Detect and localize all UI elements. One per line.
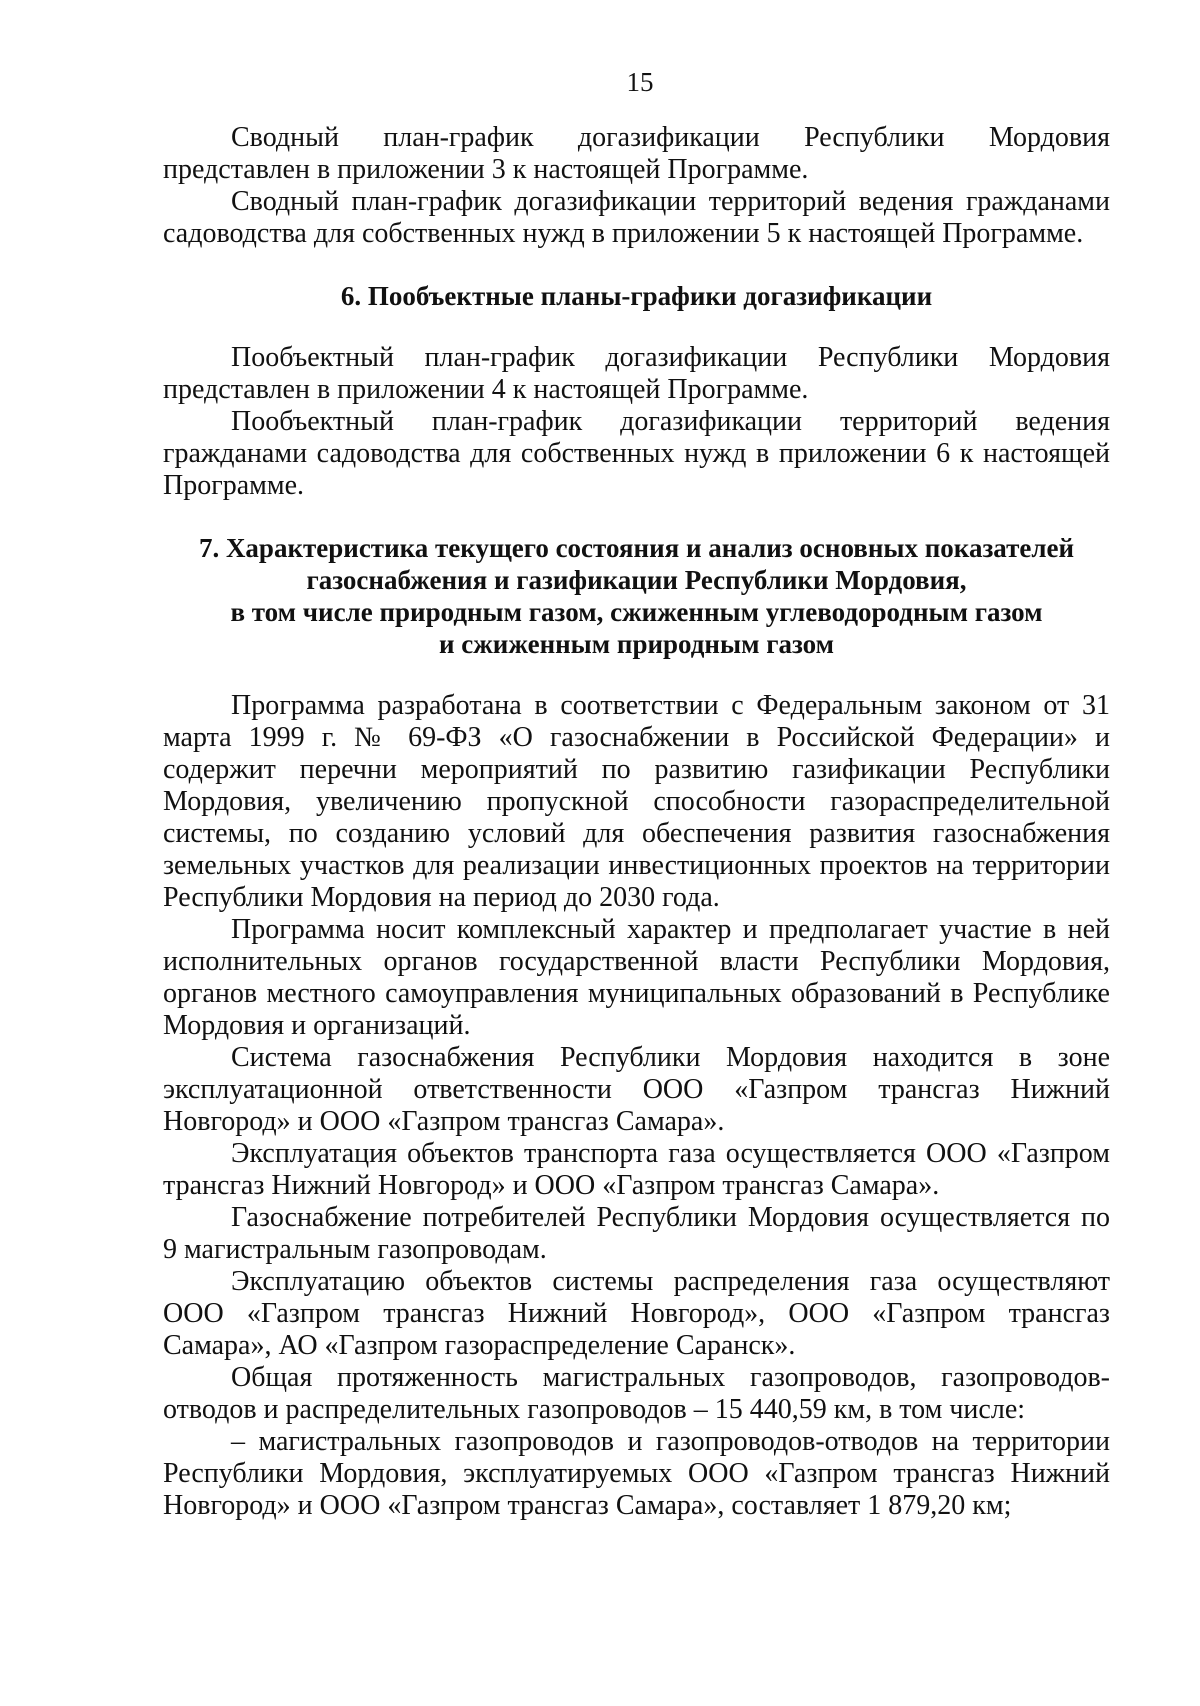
intro-paragraph: Сводный план-график догазификации территорий ведения гражданами садоводства для собственных нужд в приложении 5 к настоящей Программе. bbox=[163, 186, 1110, 249]
section-7-paragraph: Общая протяженность магистральных газопроводов, газопроводов-отводов и распределительных газопроводов – 15 440,59 км, в том числе: bbox=[163, 1362, 1110, 1425]
section-7-paragraph: Эксплуатацию объектов системы распределения газа осуществляют ООО «Газпром трансгаз Нижний Новгород», ООО «Газпром трансгаз Самара», АО «Газпром газораспределение Саранск». bbox=[163, 1266, 1110, 1361]
intro-paragraph: Сводный план-график догазификации Республики Мордовия представлен в приложении 3 к настоящей Программе. bbox=[163, 122, 1110, 185]
section-7-heading bbox=[163, 532, 1110, 660]
page-content bbox=[163, 122, 1110, 1522]
section-7-heading-line: в том числе природным газом, сжиженным углеводородным газом bbox=[230, 597, 1043, 627]
section-7-paragraph: Программа разработана в соответствии с Федеральным законом от 31 марта 1999 г. № 69-ФЗ «О газоснабжении в Российской Федерации» и содержит перечни мероприятий по развитию газификации Республики Мордовия, увеличению пропускной способности газораспределительной системы, по созданию условий для обеспечения развития газоснабжения земельных участков для реализации инвестиционных проектов на территории Республики Мордовия на период до 2030 года. bbox=[163, 690, 1110, 913]
section-7-heading-line: и сжиженным природным газом bbox=[438, 629, 835, 659]
section-7-list-item: – магистральных газопроводов и газопроводов-отводов на территории Республики Мордовия, эксплуатируемых ООО «Газпром трансгаз Нижний Новгород» и ООО «Газпром трансгаз Самара», составляет 1 879,20 км; bbox=[163, 1426, 1110, 1521]
section-7-heading-line: 7. Характеристика текущего состояния и анализ основных показателей bbox=[198, 533, 1075, 563]
section-7-heading-line: газоснабжения и газификации Республики Мордовия, bbox=[306, 565, 967, 595]
section-7-paragraph: Газоснабжение потребителей Республики Мордовия осуществляется по 9 магистральным газопроводам. bbox=[163, 1202, 1110, 1265]
section-6-paragraph: Пообъектный план-график догазификации Республики Мордовия представлен в приложении 4 к настоящей Программе. bbox=[163, 342, 1110, 405]
section-6-heading: 6. Пообъектные планы-графики догазификации bbox=[340, 281, 933, 311]
section-7-paragraph: Эксплуатация объектов транспорта газа осуществляется ООО «Газпром трансгаз Нижний Новгород» и ООО «Газпром трансгаз Самара». bbox=[163, 1138, 1110, 1201]
section-7-paragraph: Программа носит комплексный характер и предполагает участие в ней исполнительных органов государственной власти Республики Мордовия, органов местного самоуправления муниципальных образований в Республике Мордовия и организаций. bbox=[163, 914, 1110, 1041]
section-6-paragraph: Пообъектный план-график догазификации территорий ведения гражданами садоводства для собственных нужд в приложении 6 к настоящей Программе. bbox=[163, 406, 1110, 501]
page-number: 15 bbox=[626, 67, 654, 97]
section-7-paragraph: Система газоснабжения Республики Мордовия находится в зоне эксплуатационной ответственности ООО «Газпром трансгаз Нижний Новгород» и ООО «Газпром трансгаз Самара». bbox=[163, 1042, 1110, 1137]
